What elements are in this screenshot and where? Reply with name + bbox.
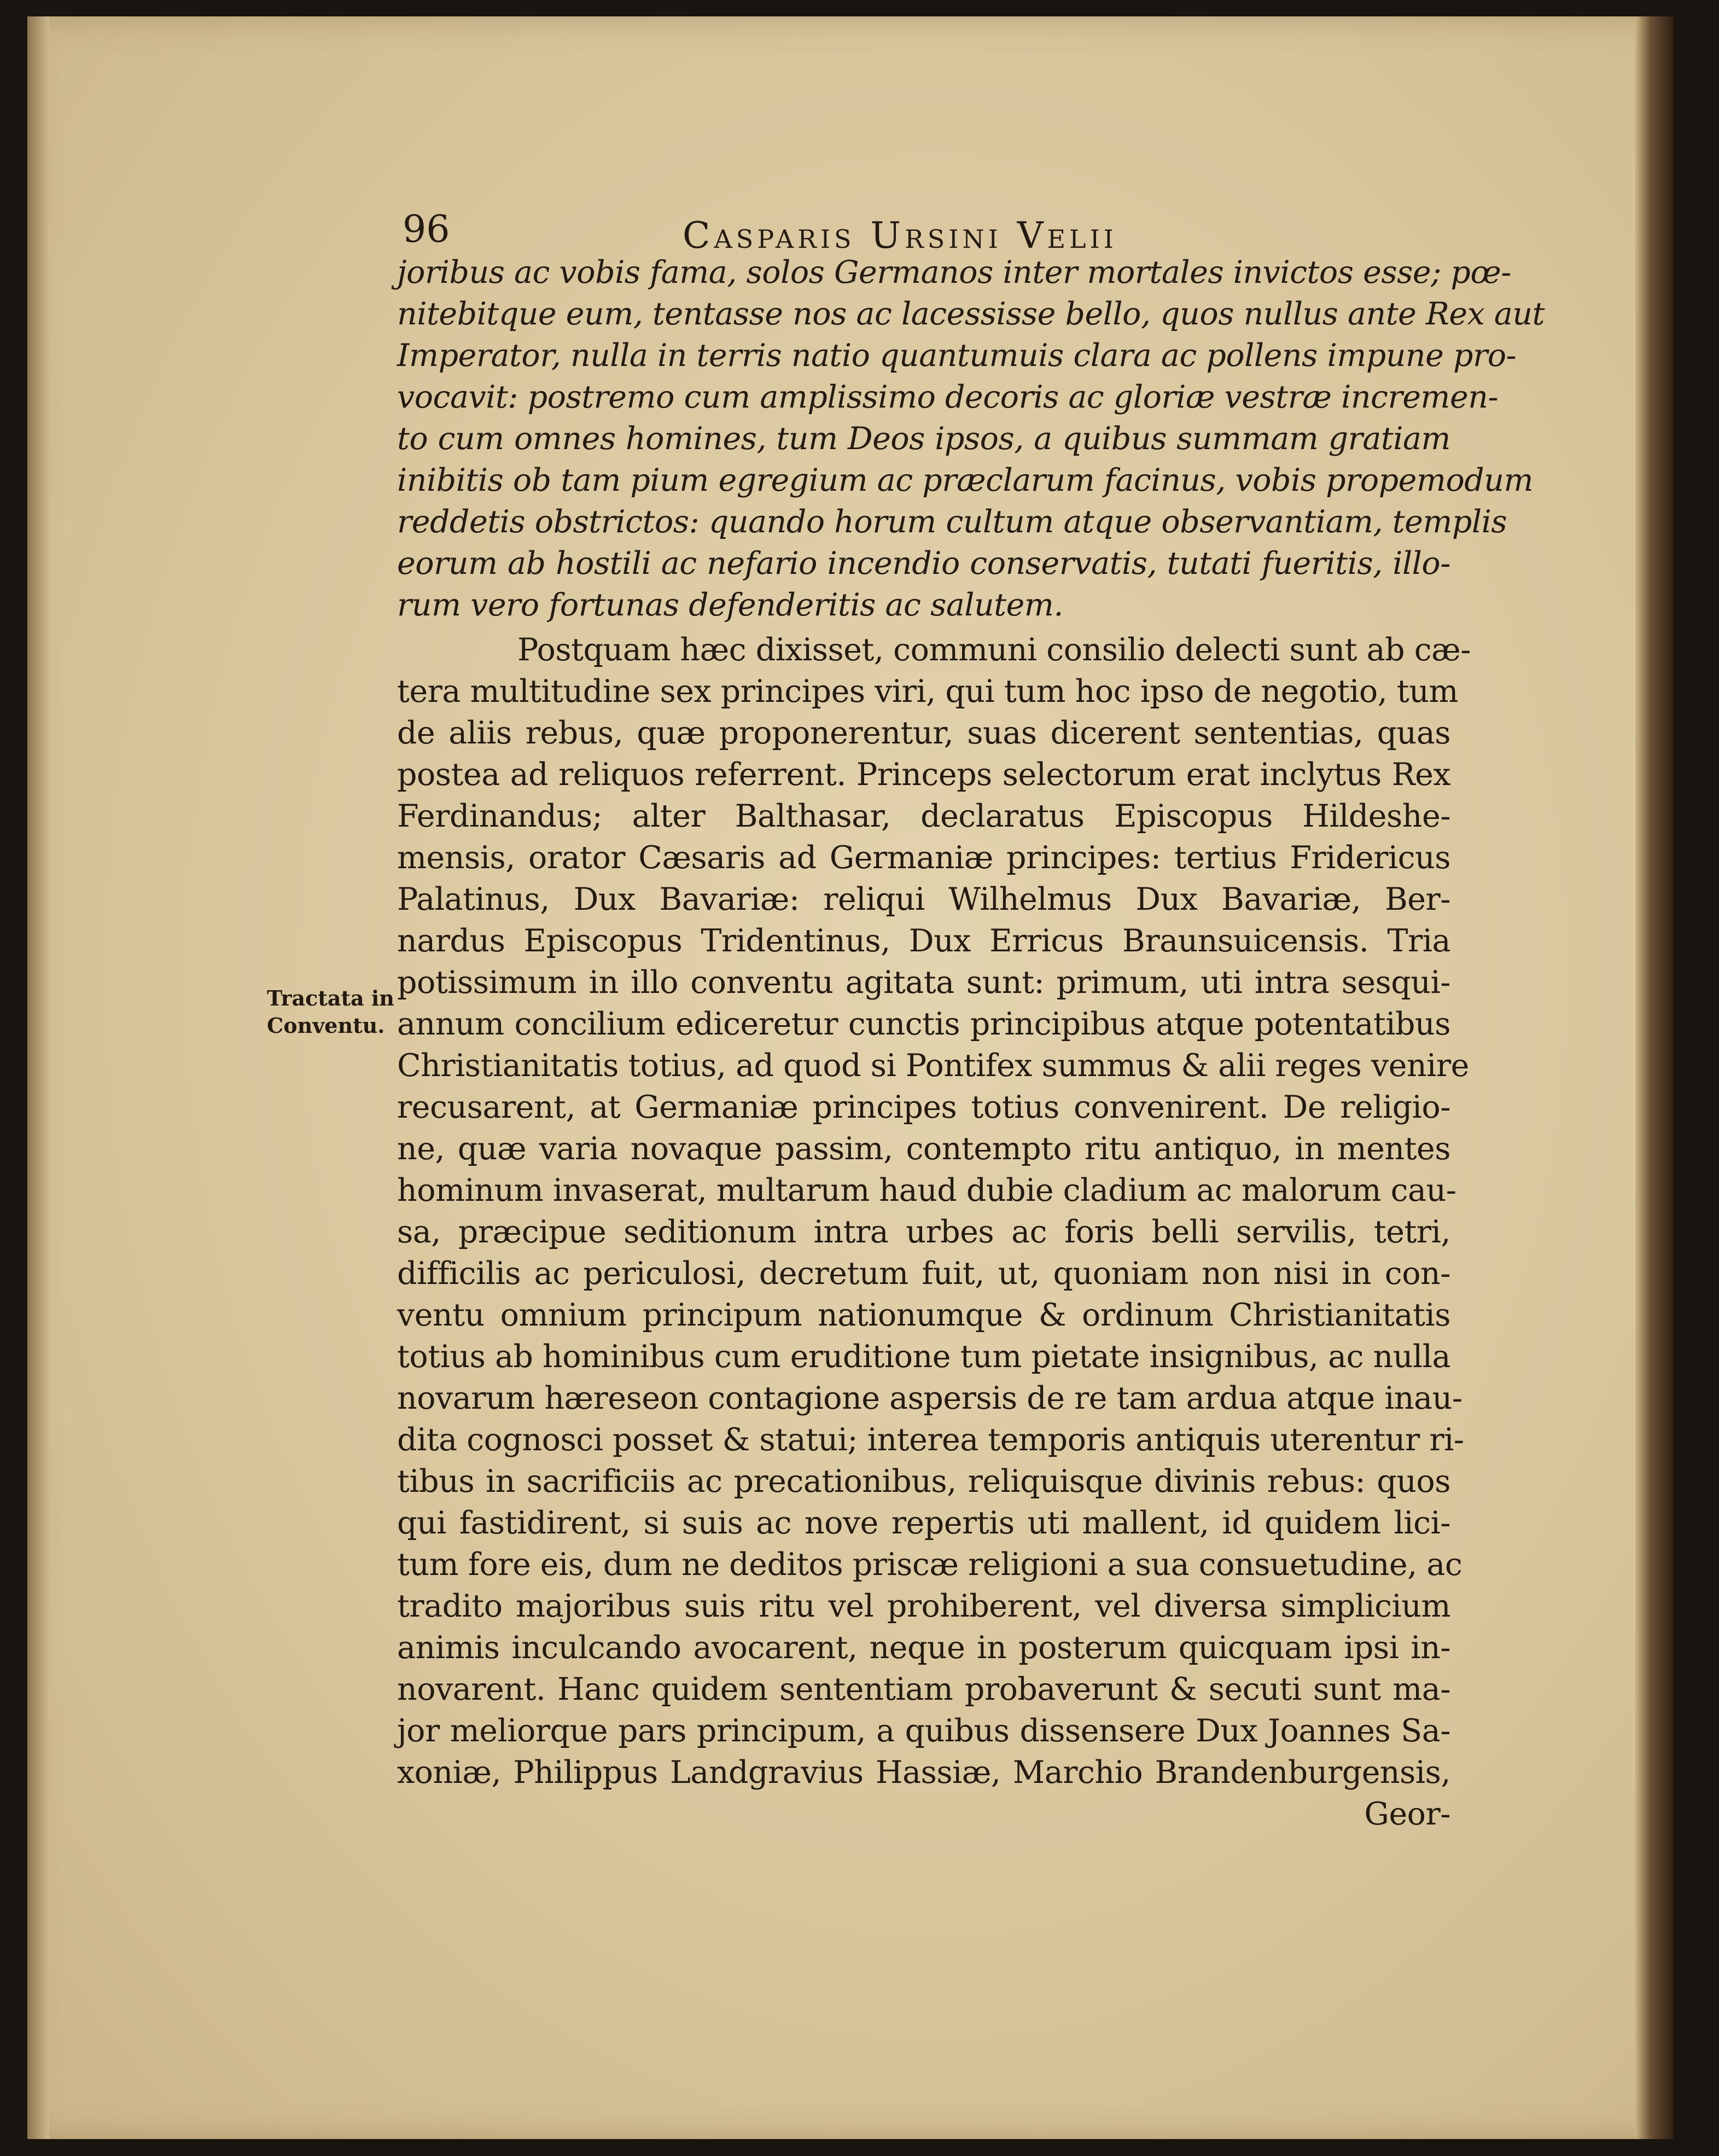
body-line: tibus in sacrificiis ac precationibus, reliquisque divinis rebus: quos [397, 1463, 1450, 1500]
body-line: qui fastidirent, si suis ac nove repertis uti mallent, id quidem lici- [397, 1505, 1450, 1541]
body-line: postea ad reliquos referrent. Princeps selectorum erat inclytus Rex [397, 757, 1450, 793]
body-line: Palatinus, Dux Bavariæ: reliqui Wilhelmus Dux Bavariæ, Ber- [397, 881, 1450, 917]
page-right-edge [1635, 16, 1674, 2139]
catchword: Geor- [1364, 1796, 1450, 1832]
italic-line: reddetis obstrictos: quando horum cultum atque observantiam, templis [397, 504, 1507, 540]
body-line: animis inculcando avocarent, neque in posterum quicquam ipsi in- [397, 1630, 1450, 1666]
body-line: ne, quæ varia novaque passim, contempto ritu antiquo, in mentes [397, 1131, 1450, 1167]
italic-line: Imperator, nulla in terris natio quantumuis clara ac pollens impune pro- [397, 338, 1517, 374]
body-line: de aliis rebus, quæ proponerentur, suas dicerent sententias, quas [397, 715, 1450, 751]
body-line: hominum invaserat, multarum haud dubie cladium ac malorum cau- [397, 1172, 1456, 1208]
body-line: tera multitudine sex principes viri, qui tum hoc ipso de negotio, tum [397, 673, 1459, 710]
body-line: novarent. Hanc quidem sententiam probaverunt & secuti sunt ma- [397, 1671, 1450, 1707]
body-line: nardus Episcopus Tridentinus, Dux Erricus Braunsuicensis. Tria [397, 923, 1450, 959]
italic-line: nitebitque eum, tentasse nos ac lacessisse bello, quos nullus ante Rex aut [397, 296, 1545, 332]
italic-line: vocavit: postremo cum amplissimo decoris ac gloriæ vestræ incremen- [397, 379, 1499, 415]
body-line: sa, præcipue seditionum intra urbes ac foris belli servilis, tetri, [397, 1214, 1450, 1250]
body-line: xoniæ, Philippus Landgravius Hassiæ, Marchio Brandenburgensis, [397, 1754, 1450, 1791]
body-line: recusarent, at Germaniæ principes totius convenirent. De religio- [397, 1089, 1450, 1125]
body-line: tum fore eis, dum ne deditos priscæ religioni a sua consuetudine, ac [397, 1547, 1462, 1583]
margin-note-line: Tractata in [267, 986, 394, 1010]
body-line: difficilis ac periculosi, decretum fuit, ut, quoniam non nisi in con- [397, 1256, 1450, 1292]
body-line: jor meliorque pars principum, a quibus dissensere Dux Joannes Sa- [397, 1713, 1450, 1749]
italic-line: eorum ab hostili ac nefario incendio conservatis, tutati fueritis, illo- [397, 545, 1450, 582]
italic-line: inibitis ob tam pium egregium ac præclarum facinus, vobis propemodum [397, 462, 1534, 498]
italic-line: joribus ac vobis fama, solos Germanos inter mortales invictos esse; pœ- [397, 254, 1512, 290]
body-line: mensis, orator Cæsaris ad Germaniæ principes: tertius Fridericus [397, 840, 1450, 876]
body-line: ventu omnium principum nationumque & ordinum Christianitatis [397, 1297, 1450, 1333]
body-line: totius ab hominibus cum eruditione tum pietate insignibus, ac nulla [397, 1339, 1450, 1375]
body-line: Christianitatis totius, ad quod si Pontifex summus & alii reges venire [397, 1048, 1469, 1084]
italic-line: rum vero fortunas defenderitis ac salutem. [397, 587, 1064, 623]
margin-note-line: Conventu. [267, 1013, 385, 1038]
page-left-edge [27, 16, 49, 2139]
body-line: Postquam hæc dixisset, communi consilio delecti sunt ab cæ- [517, 632, 1471, 668]
body-line: dita cognosci posset & statui; interea temporis antiquis uterentur ri- [397, 1422, 1464, 1458]
page-number: 96 [403, 208, 450, 251]
book-page [27, 16, 1674, 2139]
body-line: novarum hæreseon contagione aspersis de re tam ardua atque inau- [397, 1380, 1462, 1416]
body-line: Ferdinandus; alter Balthasar, declaratus Episcopus Hildeshe- [397, 798, 1450, 834]
running-head: Casparis Ursini Velii [683, 214, 1117, 257]
body-line: annum concilium ediceretur cunctis principibus atque potentatibus [397, 1006, 1450, 1042]
body-line: potissimum in illo conventu agitata sunt: primum, uti intra sesqui- [397, 964, 1450, 1001]
italic-line: to cum omnes homines, tum Deos ipsos, a quibus summam gratiam [397, 421, 1450, 457]
body-line: tradito majoribus suis ritu vel prohiberent, vel diversa simplicium [397, 1588, 1450, 1624]
margin-note [267, 985, 393, 1039]
